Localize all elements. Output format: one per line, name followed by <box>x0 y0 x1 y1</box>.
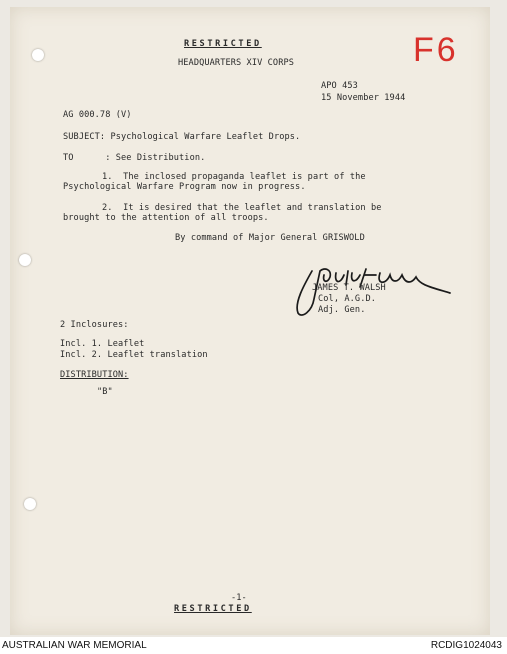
classification-top: RESTRICTED <box>184 39 262 49</box>
paragraph-1-line-1: 1. The inclosed propaganda leaflet is part of the <box>102 172 366 182</box>
inclosures-heading: 2 Inclosures: <box>60 320 129 330</box>
distribution-value: "B" <box>97 387 113 397</box>
paragraph-2-line-1: 2. It is desired that the leaflet and translation be <box>102 203 382 213</box>
signer-title: Adj. Gen. <box>318 305 366 315</box>
punch-hole <box>32 49 44 61</box>
punch-hole <box>24 498 36 510</box>
paragraph-2-line-2: brought to the attention of all troops. <box>63 213 269 223</box>
archive-id: RCDIG1024043 <box>430 640 502 651</box>
headquarters-heading: HEADQUARTERS XIV CORPS <box>178 58 295 68</box>
paragraph-1-line-2: Psychological Warfare Program now in progress. <box>63 182 306 192</box>
page-number: -1- <box>231 593 247 603</box>
inclosure-1: Incl. 1. Leaflet <box>60 339 145 349</box>
subject-line: SUBJECT: Psychological Warfare Leaflet Drops. <box>63 132 301 142</box>
inclosure-2: Incl. 2. Leaflet translation <box>60 350 208 360</box>
document-sheet <box>10 7 490 635</box>
to-line: TO : See Distribution. <box>63 153 206 163</box>
signer-name: JAMES T. WALSH <box>312 283 386 293</box>
reference-number: F6 <box>413 31 459 69</box>
letter-date: 15 November 1944 <box>321 93 406 103</box>
distribution-label: DISTRIBUTION: <box>60 370 129 380</box>
handwritten-signature <box>290 263 460 323</box>
punch-hole <box>19 254 31 266</box>
command-line: By command of Major General GRISWOLD <box>175 233 365 243</box>
apo-number: APO 453 <box>321 81 358 91</box>
archive-credit: AUSTRALIAN WAR MEMORIAL <box>2 640 147 651</box>
signer-rank: Col, A.G.D. <box>318 294 377 304</box>
file-number: AG 000.78 (V) <box>63 110 132 120</box>
classification-bottom: RESTRICTED <box>174 604 252 614</box>
